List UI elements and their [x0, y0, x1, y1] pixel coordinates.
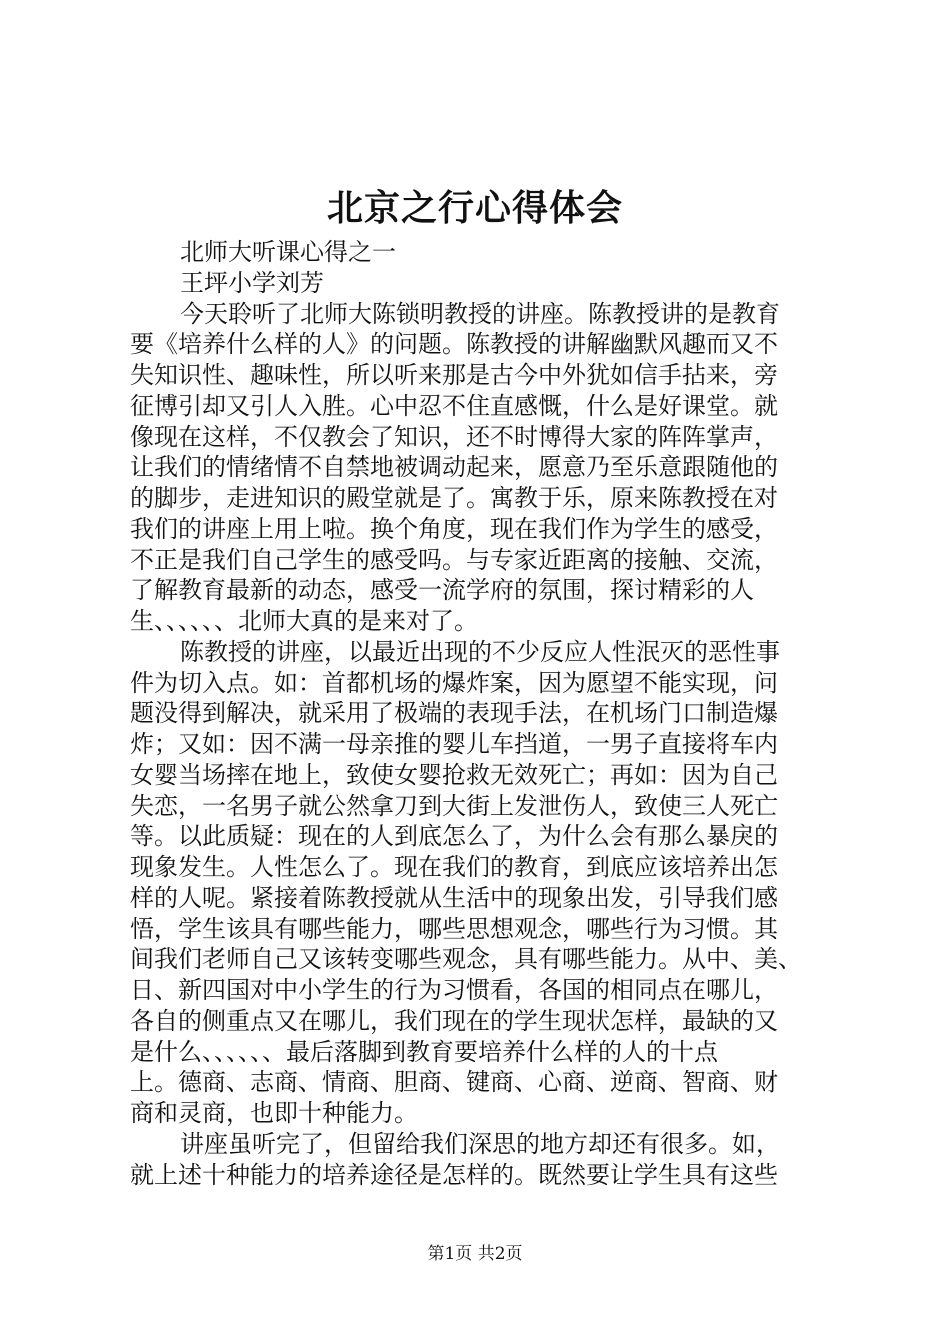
body-line: 的脚步，走进知识的殿堂就是了。寓教于乐，原来陈教授在对 [130, 484, 778, 512]
body-line: 件为切入点。如：首都机场的爆炸案，因为愿望不能实现，问 [130, 668, 778, 697]
body-line: 不正是我们自己学生的感受吗。与专家近距离的接触、交流， [130, 545, 778, 574]
body-line: 是什么、、、、、、最后落脚到教育要培养什么样的人的十点 [130, 1037, 718, 1066]
body-line: 讲座虽听完了，但留给我们深思的地方却还有很多。如， [180, 1129, 780, 1158]
body-line: 失恋，一名男子就公然拿刀到大街上发泄伤人，致使三人死亡 [130, 791, 778, 820]
body-line: 现象发生。人性怎么了。现在我们的教育，到底应该培养出怎 [130, 853, 778, 881]
body-line: 等。以此质疑：现在的人到底怎么了，为什么会有那么暴戾的 [130, 822, 778, 851]
body-line: 生、、、、、、北师大真的是来对了。 [130, 607, 478, 635]
body-line: 悟，学生该具有哪些能力，哪些思想观念，哪些行为习惯。其 [130, 914, 778, 943]
body-line: 征博引却又引人入胜。心中忍不住直感慨，什么是好课堂。就 [130, 391, 778, 420]
body-line: 间我们老师自己又该转变哪些观念，具有哪些能力。从中、美、 [130, 945, 802, 974]
body-line: 陈教授的讲座，以最近出现的不少反应人性泯灭的恶性事 [180, 637, 780, 666]
body-line: 上。德商、志商、情商、胆商、键商、心商、逆商、智商、财 [130, 1068, 778, 1097]
document-title: 北京之行心得体会 [326, 187, 623, 229]
body-line: 就上述十种能力的培养途径是怎样的。既然要让学生具有这些 [130, 1160, 778, 1189]
page-footer: 第1页 共2页 [427, 1244, 523, 1264]
body-line: 我们的讲座上用上啦。换个角度，现在我们作为学生的感受， [130, 514, 778, 543]
body-line: 炸；又如：因不满一母亲推的婴儿车挡道，一男子直接将车内 [130, 730, 778, 758]
body-line: 了解教育最新的动态，感受一流学府的氛围，探讨精彩的人 [130, 576, 754, 605]
body-line: 让我们的情绪情不自禁地被调动起来，愿意乃至乐意跟随他的 [130, 453, 778, 482]
body-line: 要《培养什么样的人》的问题。陈教授的讲解幽默风趣而又不 [130, 330, 778, 359]
body-line: 商和灵商，也即十种能力。 [130, 1099, 418, 1127]
body-line: 北师大听课心得之一 [180, 238, 396, 266]
body-line: 各自的侧重点又在哪儿，我们现在的学生现状怎样，最缺的又 [130, 1006, 778, 1035]
body-line: 今天聆听了北师大陈锁明教授的讲座。陈教授讲的是教育 [180, 299, 780, 328]
body-line: 失知识性、趣味性，所以听来那是古今中外犹如信手拈来，旁 [130, 361, 778, 389]
body-line: 女婴当场摔在地上，致使女婴抢救无效死亡；再如：因为自己 [130, 760, 778, 789]
body-line: 像现在这样，不仅教会了知识，还不时博得大家的阵阵掌声， [130, 422, 778, 451]
body-line: 日、新四国对中小学生的行为习惯看，各国的相同点在哪儿， [130, 976, 778, 1004]
body-line: 王坪小学刘芳 [180, 268, 324, 297]
body-line: 题没得到解决，就采用了极端的表现手法，在机场门口制造爆 [130, 699, 778, 728]
body-line: 样的人呢。紧接着陈教授就从生活中的现象出发，引导我们感 [130, 883, 778, 912]
